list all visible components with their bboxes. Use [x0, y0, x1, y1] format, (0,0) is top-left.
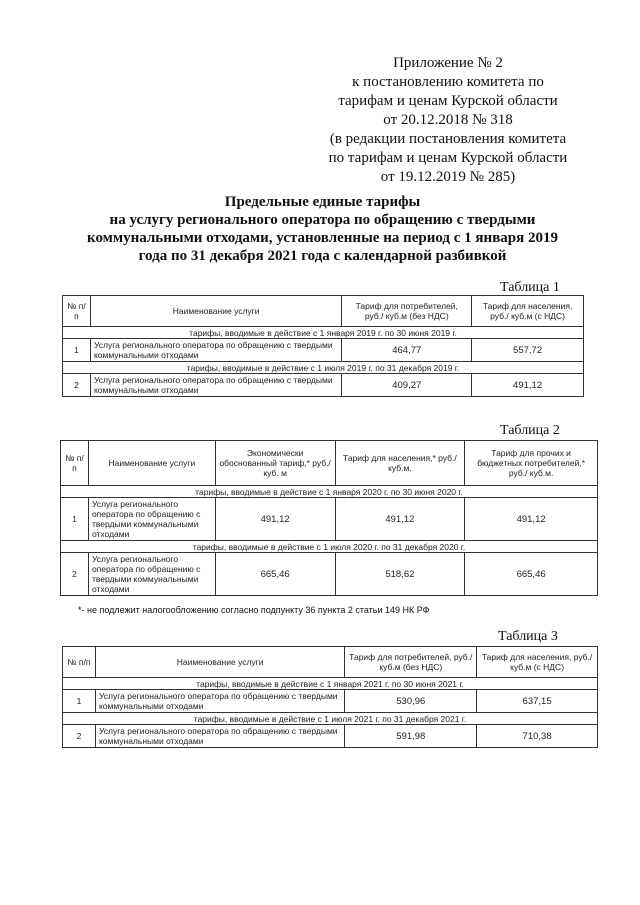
table-header-row [61, 441, 598, 486]
period-row [61, 486, 598, 498]
tariff-population-value: 491,12 [472, 374, 584, 397]
col-header-num: № п/п [63, 647, 96, 678]
tariff-table-2 [60, 440, 598, 596]
tariff-table-1 [62, 295, 584, 397]
tariff-population-value: 710,38 [477, 725, 598, 748]
service-name: Услуга регионального оператора по обращению с твердыми коммунальными отходами [90, 339, 341, 362]
table-row [63, 725, 598, 748]
table-row [63, 374, 584, 397]
tariff-consumers-value: 464,77 [342, 339, 472, 362]
tariff-consumers-value: 530,96 [345, 690, 477, 713]
col-header-tariff-economic: Экономически обоснованный тариф,* руб./ куб. м [215, 441, 335, 486]
table-header-row [63, 296, 584, 327]
row-number: 1 [61, 498, 89, 541]
period-row [63, 713, 598, 725]
col-header-tariff-population: Тариф для населения,* руб./ куб.м. [335, 441, 465, 486]
service-name: Услуга регионального оператора по обращению с твердыми коммунальными отходами [88, 498, 215, 541]
tariff-population-value: 518,62 [335, 553, 465, 596]
title-line: года по 31 декабря 2021 года с календарной разбивкой [138, 248, 507, 264]
table-row [61, 553, 598, 596]
col-header-tariff-consumers: Тариф для потребителей, руб./ куб.м (без НДС) [342, 296, 472, 327]
header-line: (в редакции постановления комитета [329, 131, 567, 147]
row-number: 2 [61, 553, 89, 596]
header-line: по тарифам и ценам Курской области [328, 150, 568, 166]
tariff-population-value: 637,15 [477, 690, 598, 713]
row-number: 1 [63, 690, 96, 713]
tax-footnote: *- не подлежит налогообложению согласно подпункту 36 пункта 2 статьи 149 НК РФ [78, 605, 430, 615]
period-label: тарифы, вводимые в действие с 1 июля 2019 г. по 31 декабря 2019 г. [63, 362, 584, 374]
col-header-num: № п/п [63, 296, 91, 327]
header-line: Приложение № 2 [393, 55, 503, 71]
col-header-num: № п/п [61, 441, 89, 486]
col-header-service: Наименование услуги [88, 441, 215, 486]
service-name: Услуга регионального оператора по обращению с твердыми коммунальными отходами [90, 374, 341, 397]
tariff-consumers-value: 591,98 [345, 725, 477, 748]
table2-label: Таблица 2 [500, 423, 560, 438]
title-line: коммунальными отходами, установленные на период с 1 января 2019 [87, 230, 558, 246]
period-label: тарифы, вводимые в действие с 1 января 2021 г. по 30 июня 2021 г. [63, 678, 598, 690]
col-header-tariff-consumers: Тариф для потребителей, руб./ куб.м (без НДС) [345, 647, 477, 678]
period-row [63, 327, 584, 339]
period-label: тарифы, вводимые в действие с 1 января 2019 г. по 30 июня 2019 г. [63, 327, 584, 339]
table-row [61, 498, 598, 541]
appendix-header [318, 54, 578, 187]
header-line: тарифам и ценам Курской области [338, 93, 558, 109]
col-header-tariff-population: Тариф для населения, руб./ куб.м (с НДС) [477, 647, 598, 678]
title-line: на услугу регионального оператора по обращению с твердыми [109, 212, 536, 228]
title-line: Предельные единые тарифы [224, 194, 421, 210]
period-label: тарифы, вводимые в действие с 1 июля 2020 г. по 31 декабря 2020 г. [61, 541, 598, 553]
tariff-population-value: 557,72 [472, 339, 584, 362]
header-line: к постановлению комитета по [352, 74, 544, 90]
table-row [63, 339, 584, 362]
table1-label: Таблица 1 [500, 280, 560, 295]
row-number: 2 [63, 374, 91, 397]
row-number: 1 [63, 339, 91, 362]
row-number: 2 [63, 725, 96, 748]
service-name: Услуга регионального оператора по обращению с твердыми коммунальными отходами [95, 690, 344, 713]
service-name: Услуга регионального оператора по обращению с твердыми коммунальными отходами [95, 725, 344, 748]
period-row [63, 678, 598, 690]
header-line: от 20.12.2018 № 318 [383, 112, 513, 128]
tariff-consumers-value: 409,27 [342, 374, 472, 397]
col-header-tariff-population: Тариф для населения, руб./ куб.м (с НДС) [472, 296, 584, 327]
period-label: тарифы, вводимые в действие с 1 января 2020 г. по 30 июня 2020 г. [61, 486, 598, 498]
tariff-other-value: 665,46 [465, 553, 598, 596]
tariff-population-value: 491,12 [335, 498, 465, 541]
col-header-service: Наименование услуги [90, 296, 341, 327]
document-title [60, 193, 585, 265]
table-row [63, 690, 598, 713]
col-header-service: Наименование услуги [95, 647, 344, 678]
header-line: от 19.12.2019 № 285) [380, 169, 516, 185]
tariff-economic-value: 665,46 [215, 553, 335, 596]
period-row [61, 541, 598, 553]
tariff-other-value: 491,12 [465, 498, 598, 541]
table-header-row [63, 647, 598, 678]
period-label: тарифы, вводимые в действие с 1 июля 2021 г. по 31 декабря 2021 г. [63, 713, 598, 725]
service-name: Услуга регионального оператора по обращению с твердыми коммунальными отходами [88, 553, 215, 596]
period-row [63, 362, 584, 374]
tariff-table-3 [62, 646, 598, 748]
table3-label: Таблица 3 [498, 629, 558, 644]
tariff-economic-value: 491,12 [215, 498, 335, 541]
col-header-tariff-other: Тариф для прочих и бюджетных потребителей,* руб./ куб.м. [465, 441, 598, 486]
